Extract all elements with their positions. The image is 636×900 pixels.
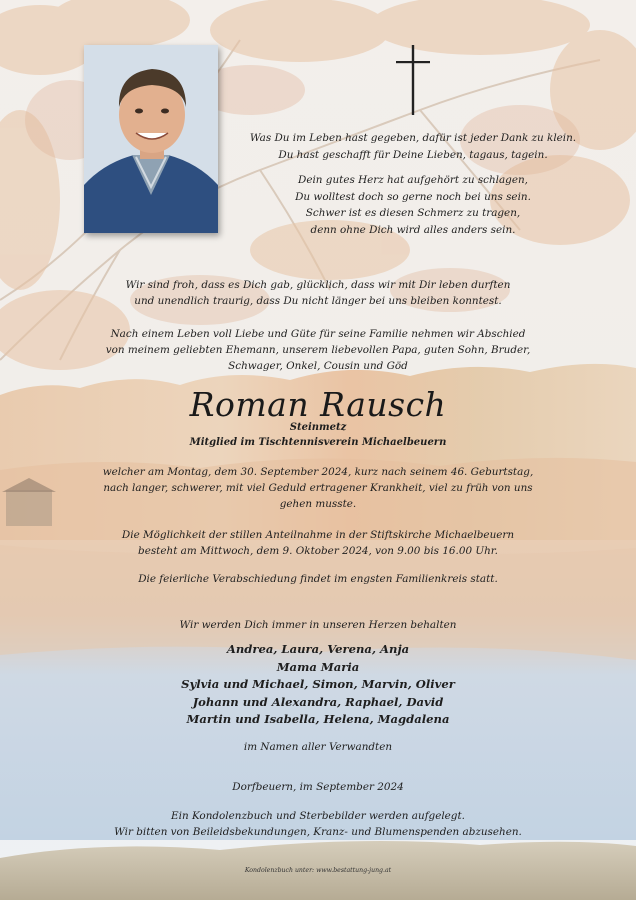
poem-line: Was Du im Leben hast gegeben, dafür ist jeder Dank zu klein. — [249, 132, 577, 144]
farewell-text — [60, 326, 576, 374]
farewell-line: Nach einem Leben voll Liebe und Güte für seine Familie nehmen wir Abschied — [110, 328, 526, 340]
closing-line: Ein Kondolenzbuch und Sterbebilder werden aufgelegt. — [171, 810, 465, 822]
condolence-url[interactable]: Kondolenzbuch unter: www.bestattung-jung.at — [244, 867, 392, 874]
viewing-line: Die Möglichkeit der stillen Anteilnahme in der Stiftskirche Michaelbeuern — [121, 529, 515, 541]
place-date-line: Dorfbeuern, im September 2024 — [232, 781, 404, 793]
death-notice-line: nach langer, schwerer, mit viel Geduld ertragener Krankheit, viel zu früh von uns — [103, 482, 533, 494]
cross-icon — [396, 45, 430, 115]
death-notice-text — [60, 464, 576, 512]
poem-stanza-1 — [230, 130, 596, 163]
closing-line: Wir bitten von Beileidsbekundungen, Kranz- und Blumenspenden abzusehen. — [114, 826, 522, 838]
relatives-line: im Namen aller Verwandten — [243, 741, 393, 753]
relatives-text — [60, 739, 576, 755]
intro-text — [60, 277, 576, 309]
farewell-line: von meinem geliebten Ehemann, unserem liebevollen Papa, guten Sohn, Bruder, — [105, 344, 531, 356]
remembrance-line: Wir werden Dich immer in unseren Herzen behalten — [179, 619, 457, 631]
death-notice-line: welcher am Montag, dem 30. September 2024, kurz nach seinem 46. Geburtstag, — [102, 466, 534, 478]
poem-line: Du hast geschafft für Deine Lieben, tagaus, tagein. — [278, 148, 548, 161]
poem-line: Du wolltest doch so gerne noch bei uns sein. — [295, 190, 531, 203]
poem-stanza-2 — [230, 172, 596, 238]
death-notice-line: gehen musste. — [279, 498, 357, 510]
closing-text — [60, 808, 576, 840]
family-member-line: Mama Maria — [276, 659, 360, 674]
poem-line: denn ohne Dich wird alles anders sein. — [310, 223, 516, 236]
farewell-line: Schwager, Onkel, Cousin und Göd — [228, 360, 408, 372]
family-member-line: Martin und Isabella, Helena, Magdalena — [186, 712, 450, 727]
ceremony-line: Die feierliche Verabschiedung findet im engsten Familienkreis statt. — [138, 573, 498, 585]
remembrance-text — [60, 617, 576, 633]
viewing-line: besteht am Mittwoch, dem 9. Oktober 2024, von 9.00 bis 16.00 Uhr. — [138, 545, 498, 557]
family-member-line: Andrea, Laura, Verena, Anja — [226, 642, 410, 656]
viewing-text — [60, 527, 576, 559]
deceased-name: Roman Rausch — [189, 385, 447, 424]
family-member-line: Johann und Alexandra, Raphael, David — [192, 694, 444, 709]
deceased-profession: Steinmetz — [289, 422, 347, 433]
poem-line: Schwer ist es diesen Schmerz zu tragen, — [305, 207, 521, 219]
ceremony-text — [60, 571, 576, 587]
poem-line: Dein gutes Herz hat aufgehört zu schlagen, — [298, 174, 528, 186]
place-date-text — [60, 779, 576, 795]
intro-line: Wir sind froh, dass es Dich gab, glücklich, dass wir mit Dir leben durften — [125, 279, 511, 291]
intro-line: und unendlich traurig, dass Du nicht länger bei uns bleiben konntest. — [134, 295, 502, 307]
deceased-membership: Mitglied im Tischtennisverein Michaelbeuern — [189, 437, 447, 448]
family-list — [0, 641, 636, 729]
family-member-line: Sylvia und Michael, Simon, Marvin, Oliver — [181, 677, 455, 692]
portrait-photo — [84, 45, 218, 233]
